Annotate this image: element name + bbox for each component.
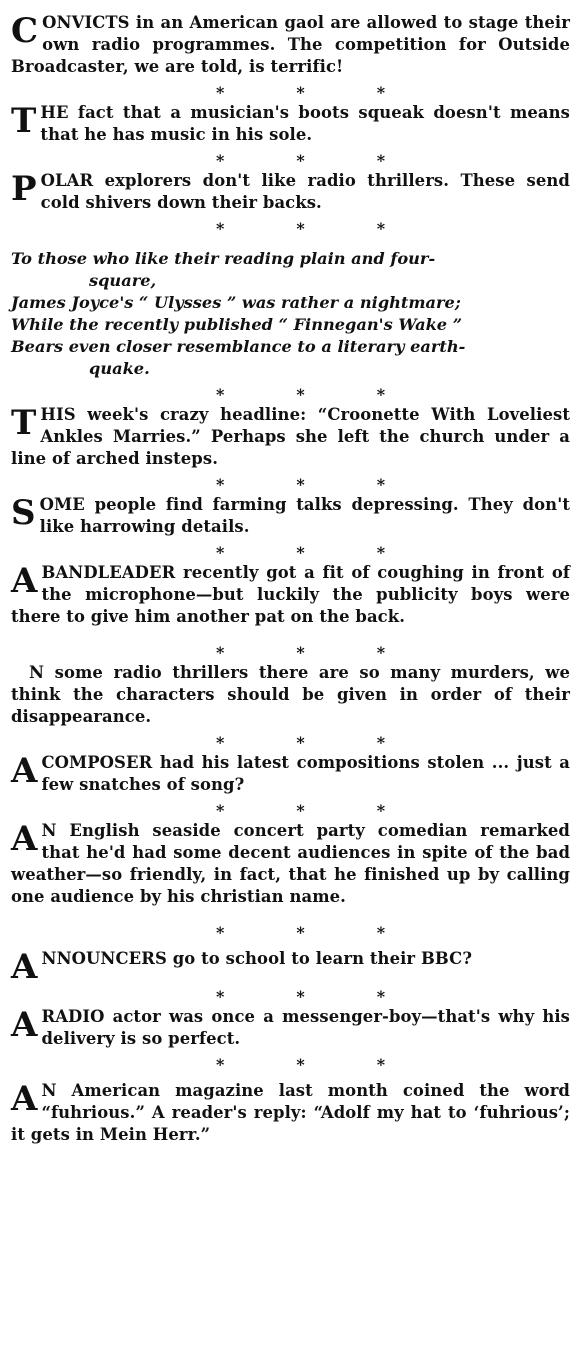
paragraph-text: go to school to learn their BBC?: [166, 949, 473, 968]
paragraph-text: some radio thrillers there are so many murders, we think the characters should be given in order of their disappearance.: [11, 663, 570, 726]
paragraph-text: recently got a fit of coughing in front of the microphone—but luckily the publicity boys were there to give him another pat on the back.: [11, 563, 570, 626]
lead-word: N: [41, 1081, 57, 1100]
verse-line: While the recently published “ Finnegan's Wake ”: [11, 315, 463, 334]
paragraph-text: week's crazy headline: “Croonette With Loveliest Ankles Marries.” Perhaps she left the church under a line of arched insteps.: [11, 405, 570, 468]
paragraph-announcers: [11, 947, 570, 987]
drop-cap: A: [11, 947, 38, 987]
paragraph-text: had his latest compositions stolen ... just a few snatches of song?: [41, 753, 570, 794]
paragraph-text: American magazine last month coined the word “fuhrious.” A reader's reply: “Adolf my hat to ‘fuhrious’; it gets in Mein Herr.”: [11, 1081, 570, 1144]
paragraph-text: actor was once a messenger-boy—that's why his delivery is so perfect.: [41, 1007, 570, 1048]
lead-word: OLAR: [40, 171, 94, 190]
paragraph-text: fact that a musician's boots squeak doesn't means that he has music in his sole.: [40, 103, 570, 144]
lead-word: BANDLEADER: [41, 563, 176, 582]
lead-word: HIS: [40, 405, 76, 424]
paragraph-text: English seaside concert party comedian remarked that he'd had some decent audiences in spite of the bad weather—so friendly, in fact, that he finished up by calling one audience by his christian name.: [11, 821, 570, 906]
paragraph-polar: [11, 170, 570, 214]
separator-stars: * * *: [215, 801, 386, 820]
paragraph-text: people find farming talks depressing. They don't like harrowing details.: [39, 495, 570, 536]
separator-stars: * * *: [215, 83, 386, 102]
paragraph-farming: [11, 494, 570, 538]
verse-line: Bears even closer resemblance to a literary earth-: [11, 337, 466, 356]
lead-word: N: [29, 663, 45, 682]
drop-cap: A: [11, 751, 38, 791]
paragraph-convicts: [11, 12, 570, 78]
separator-stars: * * *: [215, 643, 386, 662]
separator-stars: * * *: [215, 151, 386, 170]
lead-word: COMPOSER: [41, 753, 153, 772]
paragraph-text: explorers don't like radio thrillers. These send cold shivers down their backs.: [40, 171, 570, 212]
drop-cap: S: [11, 493, 36, 533]
paragraph-comedian: [11, 820, 570, 908]
verse-line: To those who like their reading plain and four-: [11, 249, 436, 268]
separator-stars: * * *: [215, 475, 386, 494]
separator-stars: * * *: [215, 733, 386, 752]
paragraph-text: in an American gaol are allowed to stage their own radio programmes. The competition for Outside Broadcaster, we are told, is terrific!: [11, 13, 570, 76]
paragraph-bandleader: [11, 562, 570, 628]
drop-cap: A: [11, 1079, 38, 1119]
drop-cap: T: [11, 403, 37, 443]
separator-stars: * * *: [215, 987, 386, 1006]
lead-word: NNOUNCERS: [41, 949, 167, 968]
paragraph-fuhrious: [11, 1080, 570, 1146]
lead-word: RADIO: [41, 1007, 105, 1026]
drop-cap: C: [11, 11, 39, 51]
separator-stars: * * *: [215, 1055, 386, 1074]
drop-cap: P: [11, 169, 37, 209]
paragraph-headline: [11, 404, 570, 470]
separator-stars: * * *: [215, 923, 386, 942]
lead-word: N: [41, 821, 57, 840]
drop-cap: T: [11, 101, 37, 141]
drop-cap: A: [11, 819, 38, 859]
separator-stars: * * *: [215, 543, 386, 562]
separator-stars: * * *: [215, 219, 386, 238]
lead-word: HE: [40, 103, 69, 122]
paragraph-composer: [11, 752, 570, 796]
lead-word: ONVICTS: [42, 13, 130, 32]
separator-stars: * * *: [215, 385, 386, 404]
drop-cap: A: [11, 1005, 38, 1045]
paragraph-radio-actor: [11, 1006, 570, 1050]
paragraph-musician: [11, 102, 570, 146]
lead-word: OME: [39, 495, 85, 514]
verse-line: James Joyce's “ Ulysses ” was rather a nightmare;: [11, 293, 461, 312]
drop-cap: A: [11, 561, 38, 601]
verse-line-continued: square,: [89, 271, 157, 290]
verse-line-continued: quake.: [89, 359, 150, 378]
joyce-verse: [11, 248, 570, 380]
paragraph-murders: [11, 662, 570, 728]
